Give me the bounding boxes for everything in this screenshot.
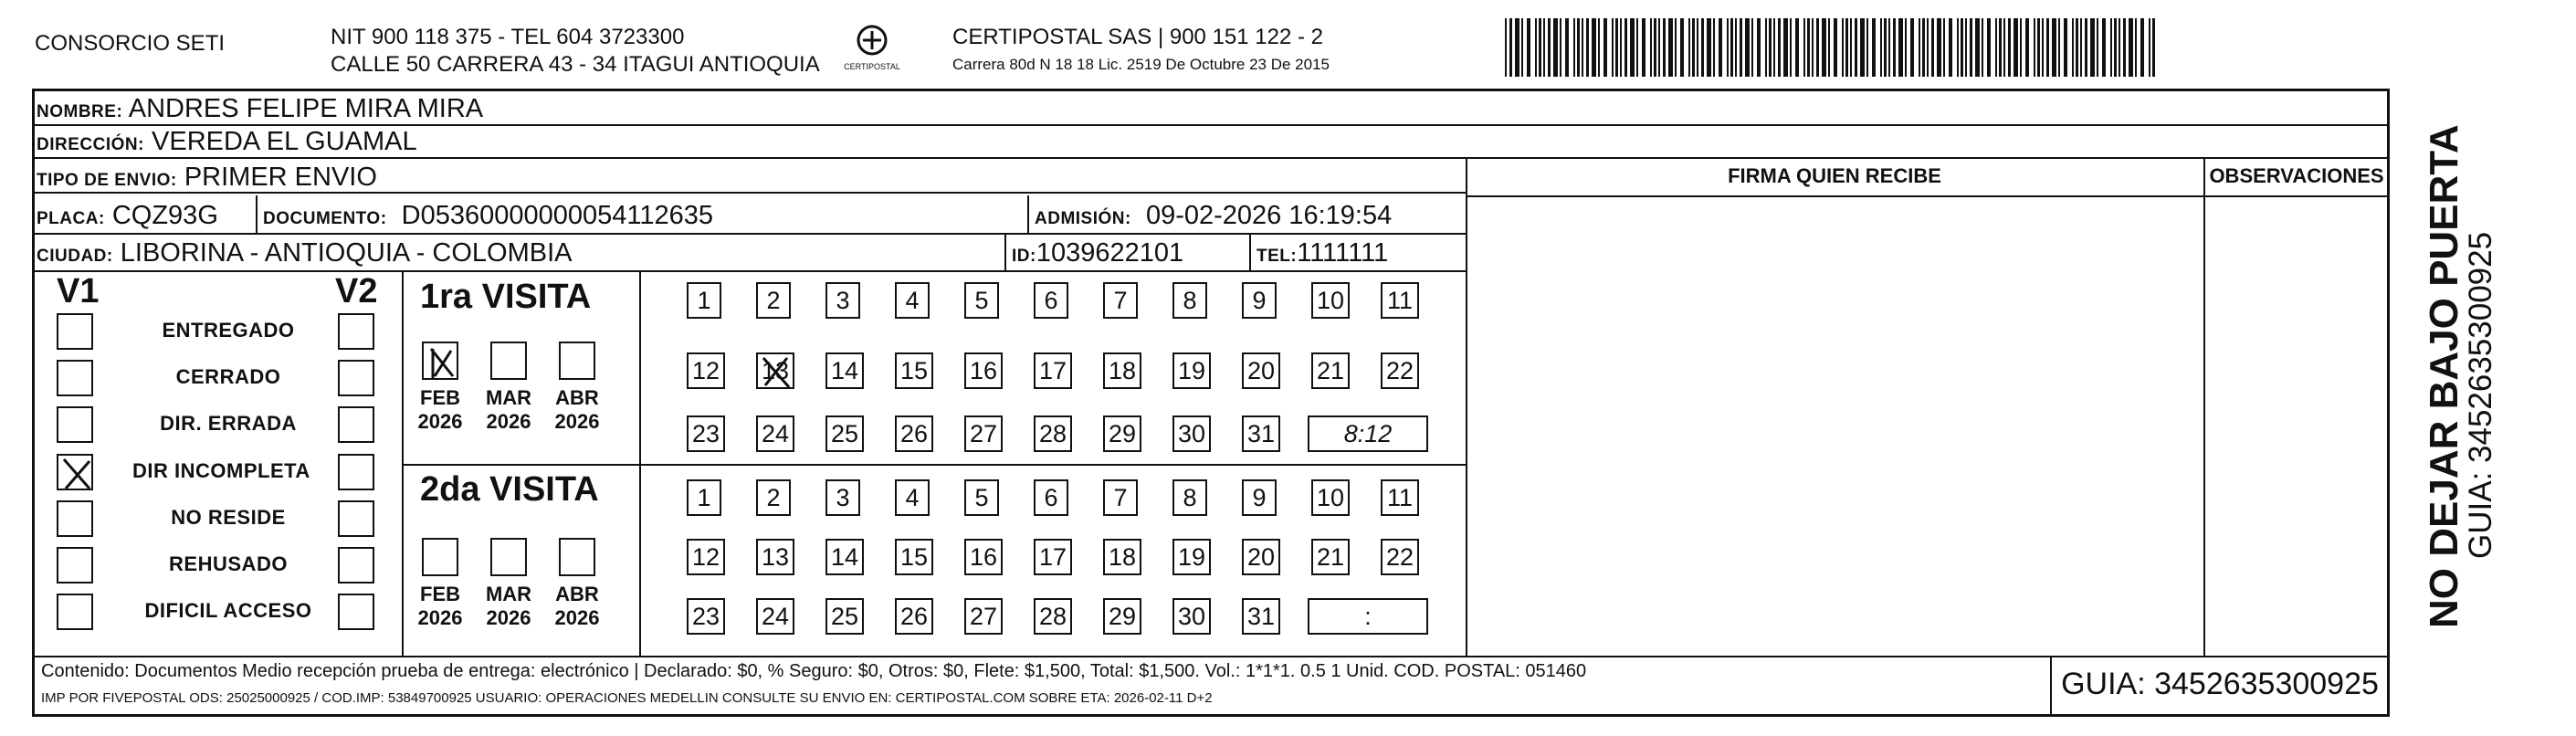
placa-label: PLACA: <box>37 209 105 228</box>
visit2-day-box[interactable]: 28 <box>1034 598 1072 635</box>
certipostal-logo-icon <box>837 20 907 75</box>
barcode-icon <box>1505 18 2155 77</box>
visit2-day-box[interactable]: 3 <box>825 479 860 516</box>
nombre-label: NOMBRE: <box>37 102 123 121</box>
visit2-day-box[interactable]: 8 <box>1172 479 1207 516</box>
visit2-day-box[interactable]: 15 <box>895 539 933 575</box>
footer-content-line: Contenido: Documentos Medio recepción prueba de entrega: electrónico | Declarado: $0, % Seguro: $0, Otros: $0, Flete: $1,500, Total: $1,500. Vol.: 1*1*1. 0.5 1 Unid. COD. POSTAL: 051460 <box>41 661 1587 681</box>
placa-field <box>37 199 218 236</box>
visit2-day-box[interactable]: 16 <box>964 539 1003 575</box>
visit1-day-box[interactable]: 1 <box>687 282 721 319</box>
visit1-day-box[interactable]: 5 <box>964 282 999 319</box>
direccion-value: VEREDA EL GUAMAL <box>152 127 417 156</box>
v2-checkbox[interactable] <box>338 594 374 630</box>
v2-checkbox[interactable] <box>338 360 374 396</box>
visit2-day-box[interactable]: 20 <box>1242 539 1280 575</box>
visit1-day-box[interactable]: 29 <box>1103 415 1141 452</box>
side-warning: NO DEJAR BAJO PUERTA <box>2422 124 2466 628</box>
visit2-day-box[interactable]: 7 <box>1103 479 1138 516</box>
id-field <box>1012 237 1183 273</box>
visit1-day-box[interactable]: 9 <box>1242 282 1277 319</box>
visit2-day-box[interactable]: 4 <box>895 479 930 516</box>
visit1-month-checkbox[interactable] <box>422 342 458 380</box>
status-label: DIR INCOMPLETA <box>132 459 310 482</box>
check-x-icon <box>424 343 460 382</box>
company-name: CONSORCIO SETI <box>35 31 226 56</box>
visit2-day-box[interactable]: 6 <box>1034 479 1068 516</box>
visit2-day-box[interactable]: 13 <box>756 539 794 575</box>
address-line: CALLE 50 CARRERA 43 - 34 ITAGUI ANTIOQUIA <box>331 52 820 77</box>
admision-value: 09-02-2026 16:19:54 <box>1145 201 1393 230</box>
visit1-day-box[interactable]: 24 <box>756 415 794 452</box>
firma-label: FIRMA QUIEN RECIBE <box>1728 164 1941 187</box>
observaciones-label: OBSERVACIONES <box>2209 164 2384 187</box>
v1-checkbox[interactable] <box>57 547 93 584</box>
license-line: Carrera 80d N 18 18 Lic. 2519 De Octubre 23 De 2015 <box>952 56 1330 73</box>
v1-label: V1 <box>57 272 100 310</box>
visit2-day-box[interactable]: 22 <box>1381 539 1419 575</box>
visit2-day-box[interactable]: 24 <box>756 598 794 635</box>
visit1-day-box[interactable]: 14 <box>825 352 864 389</box>
visit1-day-box[interactable]: 13 <box>756 352 794 389</box>
visit2-month-checkbox[interactable] <box>422 538 458 576</box>
visit2-day-box[interactable]: 18 <box>1103 539 1141 575</box>
placa-value: CQZ93G <box>111 201 218 230</box>
visit2-day-box[interactable]: 21 <box>1311 539 1350 575</box>
nombre-value: ANDRES FELIPE MIRA MIRA <box>128 94 484 123</box>
visit1-title: 1ra VISITA <box>420 278 592 316</box>
v1-checkbox[interactable] <box>57 594 93 630</box>
visit1-month-checkbox[interactable] <box>490 342 527 380</box>
documento-label: DOCUMENTO: <box>263 209 387 228</box>
visit2-day-box[interactable]: 31 <box>1242 598 1280 635</box>
nit-line: NIT 900 118 375 - TEL 604 3723300 <box>331 25 685 49</box>
documento-value: D05360000000054112635 <box>401 201 714 230</box>
tipo-envio-label: TIPO DE ENVIO: <box>37 171 177 190</box>
visit1-day-box[interactable]: 6 <box>1034 282 1068 319</box>
visit2-title: 2da VISITA <box>420 470 599 509</box>
visit1-day-box[interactable]: 18 <box>1103 352 1141 389</box>
visit1-day-box[interactable]: 26 <box>895 415 933 452</box>
v2-checkbox[interactable] <box>338 313 374 350</box>
visit1-day-box[interactable]: 25 <box>825 415 864 452</box>
status-label: REHUSADO <box>169 552 288 575</box>
visit1-day-box[interactable]: 27 <box>964 415 1003 452</box>
visit2-time-box[interactable]: : <box>1308 598 1428 635</box>
visit1-month-label: FEB 2026 <box>417 386 463 433</box>
v2-label: V2 <box>335 272 378 310</box>
ciudad-field <box>37 237 573 273</box>
ciudad-label: CIUDAD: <box>37 247 113 266</box>
check-x-icon <box>758 354 794 391</box>
visit2-day-box[interactable]: 17 <box>1034 539 1072 575</box>
v1-checkbox[interactable] <box>57 360 93 396</box>
status-label: ENTREGADO <box>162 319 295 342</box>
visit1-day-box[interactable]: 10 <box>1311 282 1350 319</box>
ciudad-value: LIBORINA - ANTIOQUIA - COLOMBIA <box>120 238 573 268</box>
v1-checkbox[interactable] <box>57 406 93 443</box>
status-label: CERRADO <box>175 365 281 388</box>
footer-guia: GUIA: 3452635300925 <box>2061 667 2379 701</box>
visit1-day-box[interactable]: 20 <box>1242 352 1280 389</box>
tipo-envio-value: PRIMER ENVIO <box>184 163 377 192</box>
visit1-day-box[interactable]: 17 <box>1034 352 1072 389</box>
admision-label: ADMISIÓN: <box>1035 209 1131 228</box>
carrier-line: CERTIPOSTAL SAS | 900 151 122 - 2 <box>952 25 1323 49</box>
visit2-day-box[interactable]: 27 <box>964 598 1003 635</box>
v2-checkbox[interactable] <box>338 406 374 443</box>
barcode <box>1505 18 2155 77</box>
id-value: 1039622101 <box>1036 238 1184 268</box>
visit1-day-box[interactable]: 16 <box>964 352 1003 389</box>
visit1-day-box[interactable]: 8 <box>1172 282 1207 319</box>
visit1-day-box[interactable]: 30 <box>1172 415 1211 452</box>
visit2-day-box[interactable]: 5 <box>964 479 999 516</box>
visit2-day-box[interactable]: 29 <box>1103 598 1141 635</box>
visit2-month-checkbox[interactable] <box>559 538 595 576</box>
check-x-icon <box>58 456 95 492</box>
certipostal-logo <box>837 20 907 75</box>
status-label: DIFICIL ACCESO <box>144 599 312 622</box>
visit1-day-box[interactable]: 11 <box>1381 282 1419 319</box>
tel-value: 1111111 <box>1297 238 1389 268</box>
visit2-month-checkbox[interactable] <box>490 538 527 576</box>
visit2-day-box[interactable]: 10 <box>1311 479 1350 516</box>
nombre-field <box>37 92 483 129</box>
tel-field <box>1256 237 1388 273</box>
v1-checkbox[interactable] <box>57 500 93 537</box>
v1-checkbox[interactable] <box>57 454 93 490</box>
visit1-day-box[interactable]: 4 <box>895 282 930 319</box>
visit1-day-box[interactable]: 15 <box>895 352 933 389</box>
visit2-month-label: FEB 2026 <box>417 583 463 629</box>
visit2-day-box[interactable]: 11 <box>1381 479 1419 516</box>
v2-checkbox[interactable] <box>338 454 374 490</box>
visit2-day-box[interactable]: 1 <box>687 479 721 516</box>
visit1-day-box[interactable]: 23 <box>687 415 725 452</box>
visit2-day-box[interactable]: 26 <box>895 598 933 635</box>
side-guia: GUIA: 3452635300925 <box>2463 231 2498 559</box>
visit1-day-box[interactable]: 31 <box>1242 415 1280 452</box>
v2-checkbox[interactable] <box>338 547 374 584</box>
visit1-day-box[interactable]: 28 <box>1034 415 1072 452</box>
direccion-label: DIRECCIÓN: <box>37 135 144 154</box>
visit1-day-box[interactable]: 3 <box>825 282 860 319</box>
tel-label: TEL: <box>1256 247 1298 266</box>
visit2-day-box[interactable]: 19 <box>1172 539 1211 575</box>
visit1-month-label: ABR 2026 <box>554 386 600 433</box>
visit1-day-box[interactable]: 12 <box>687 352 725 389</box>
visit1-day-box[interactable]: 7 <box>1103 282 1138 319</box>
visit2-day-box[interactable]: 30 <box>1172 598 1211 635</box>
visit2-month-label: ABR 2026 <box>554 583 600 629</box>
logo-text: CERTIPOSTAL <box>844 62 900 71</box>
admision-field <box>1035 199 1392 236</box>
visit1-day-box[interactable]: 22 <box>1381 352 1419 389</box>
status-label: NO RESIDE <box>171 506 286 529</box>
visit1-time-box[interactable]: 8:12 <box>1308 415 1428 452</box>
v2-checkbox[interactable] <box>338 500 374 537</box>
visit1-day-box[interactable]: 19 <box>1172 352 1211 389</box>
v1-checkbox[interactable] <box>57 313 93 350</box>
visit2-day-box[interactable]: 25 <box>825 598 864 635</box>
documento-field <box>263 199 713 236</box>
visit2-day-box[interactable]: 9 <box>1242 479 1277 516</box>
footer-imp-line: IMP POR FIVEPOSTAL ODS: 25025000925 / COD.IMP: 53849700925 USUARIO: OPERACIONES MEDELLIN CONSULTE SU ENVIO EN: CERTIPOSTAL.COM SOBRE ETA: 2026-02-11 D+2 <box>41 690 1213 706</box>
visit1-day-box[interactable]: 21 <box>1311 352 1350 389</box>
status-label: DIR. ERRADA <box>160 412 297 435</box>
visit1-day-box[interactable]: 2 <box>756 282 791 319</box>
visit2-day-box[interactable]: 14 <box>825 539 864 575</box>
tipo-envio-field <box>37 161 377 197</box>
visit1-month-checkbox[interactable] <box>559 342 595 380</box>
visit2-day-box[interactable]: 23 <box>687 598 725 635</box>
visit2-day-box[interactable]: 2 <box>756 479 791 516</box>
id-label: ID: <box>1012 247 1036 266</box>
visit2-month-label: MAR 2026 <box>485 583 532 629</box>
direccion-field <box>37 125 417 162</box>
visit2-day-box[interactable]: 12 <box>687 539 725 575</box>
visit1-month-label: MAR 2026 <box>485 386 532 433</box>
